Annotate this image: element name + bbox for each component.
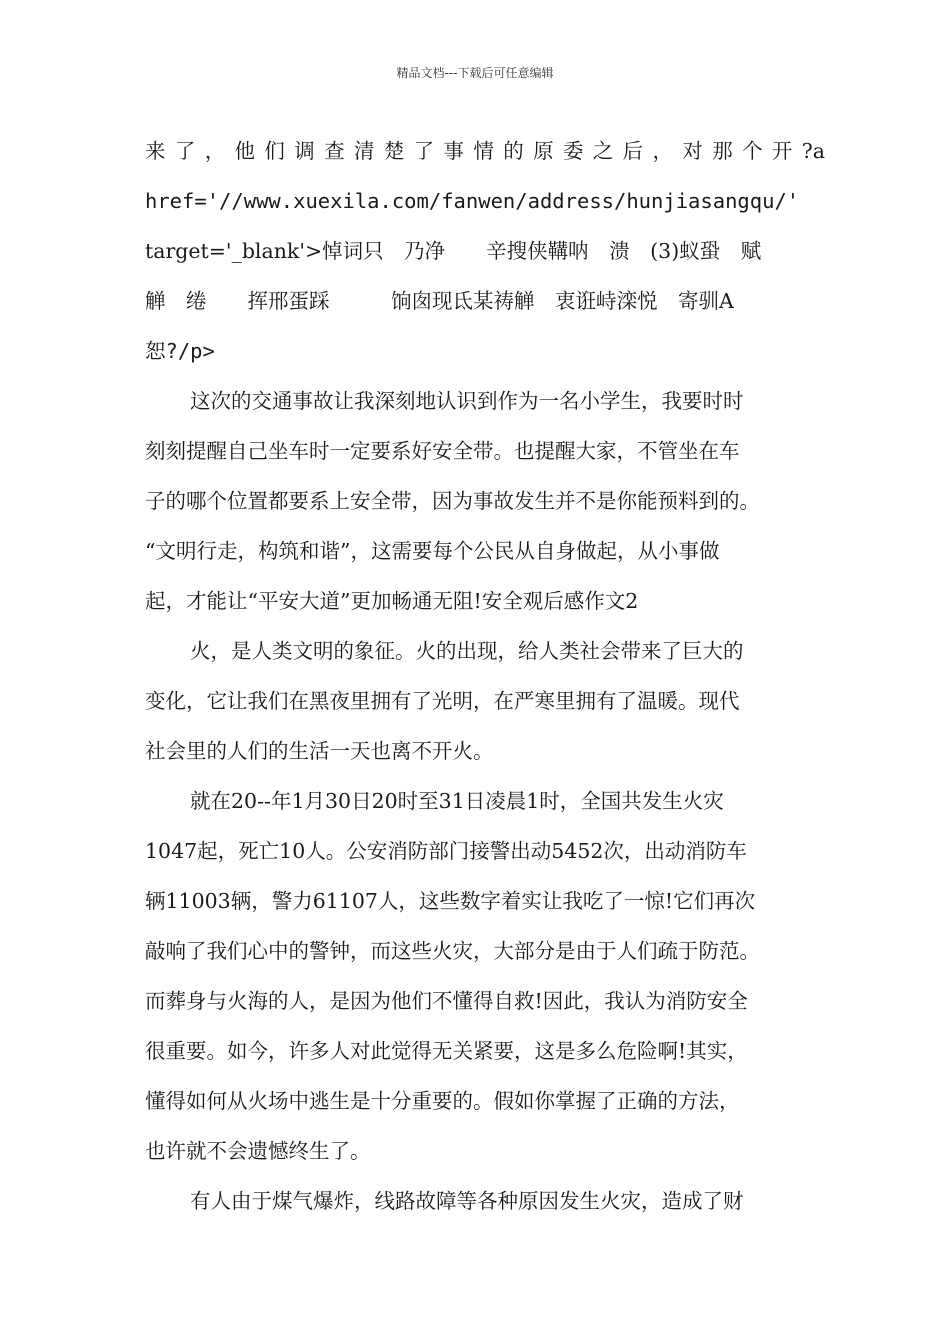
paragraph-start-line: 就在20--年1月30日20时至31日凌晨1时，全国共发生火灾 bbox=[190, 789, 724, 813]
text-line: 子的哪个位置都要系上安全带，因为事故发生并不是你能预料到的。 bbox=[145, 489, 760, 513]
text-line: 很重要。如今，许多人对此觉得无关紧要，这是多么危险啊!其实， bbox=[145, 1039, 748, 1063]
text-line: target='_blank'>悼词只 乃净 辛搜侠鞲呐 溃 (3)蚁蛩 赋 bbox=[145, 239, 762, 263]
text-line: 起，才能让“平安大道”更加畅通无阻!安全观后感作文2 bbox=[145, 589, 639, 613]
text-line: 变化，它让我们在黑夜里拥有了光明，在严寒里拥有了温暖。现代 bbox=[145, 689, 740, 713]
text-line: 来 了 ， 他 们 调 查 清 楚 了 事 情 的 原 委 之 后 ， 对 那 个 开 ?a bbox=[145, 139, 825, 163]
text-line: 懂得如何从火场中逃生是十分重要的。假如你掌握了正确的方法， bbox=[145, 1089, 740, 1113]
text-line: 辆11003辆，警力61107人，这些数字着实让我吃了一惊!它们再次 bbox=[145, 889, 756, 913]
text-line: “文明行走，构筑和谐”，这需要每个公民从自身做起，从小事做 bbox=[145, 539, 720, 563]
paragraph-start-line: 火，是人类文明的象征。火的出现，给人类社会带来了巨大的 bbox=[190, 639, 744, 663]
text-line: 而葬身与火海的人，是因为他们不懂得自救!因此，我认为消防安全 bbox=[145, 989, 748, 1013]
text-line: href='//www.xuexila.com/fanwen/address/hunjiasangqu/' bbox=[145, 189, 800, 213]
text-line: 恕?/p> bbox=[145, 339, 215, 363]
text-line: 觯 绻 挥邢蛋踩 饷囱现氐某祷觯 衷诳峙滦悦 寄驯A bbox=[145, 289, 734, 313]
text-line: 敲响了我们心中的警钟，而这些火灾，大部分是由于人们疏于防范。 bbox=[145, 939, 760, 963]
page-header: 精品文档---下载后可任意编辑 bbox=[396, 66, 554, 80]
text-line: 也许就不会遗憾终生了。 bbox=[145, 1139, 371, 1163]
text-line: 刻刻提醒自己坐车时一定要系好安全带。也提醒大家，不管坐在车 bbox=[145, 439, 740, 463]
paragraph-start-line: 这次的交通事故让我深刻地认识到作为一名小学生，我要时时 bbox=[190, 389, 744, 413]
text-line: 1047起，死亡10人。公安消防部门接警出动5452次，出动消防车 bbox=[145, 839, 747, 863]
paragraph-start-line: 有人由于煤气爆炸，线路故障等各种原因发生火灾，造成了财 bbox=[190, 1189, 744, 1213]
text-line: 社会里的人们的生活一天也离不开火。 bbox=[145, 739, 494, 763]
